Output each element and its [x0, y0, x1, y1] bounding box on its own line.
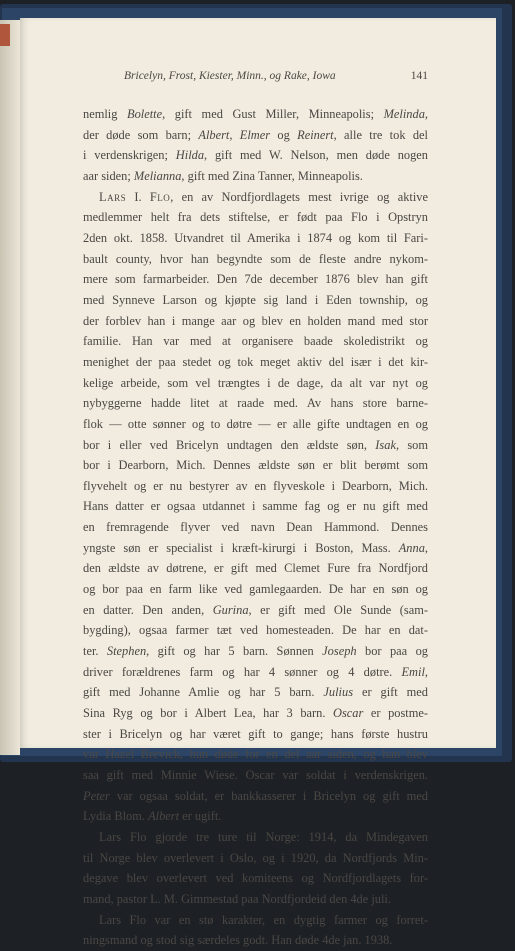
text-run: degave blev overlevert ved komiteens og Nordfjordlagets for- [83, 871, 428, 886]
text-run: , gift og har 5 barn. Sønnen [146, 644, 323, 659]
text-run: , gift med W. Nelson, men døde nogen [204, 148, 428, 163]
italic-name: Joseph [322, 644, 357, 659]
text-line [83, 868, 428, 889]
text-run: menighet der paa stedet og tok meget aktiv del især i det kir- [83, 354, 428, 369]
text-run: var ogsaa soldat, er bankkasserer i Bricelyn og gift med [109, 788, 428, 803]
text-run: gift med Johanne Amlie og har 5 barn. [83, 685, 324, 700]
text-line [83, 641, 428, 662]
text-run: og [270, 127, 298, 142]
italic-name: Isak [375, 437, 396, 452]
text-run: nybyggerne hadde litet at raade med. Av hans store barne- [83, 396, 428, 411]
text-line [83, 848, 428, 869]
italic-name: Bolette [127, 107, 163, 121]
small-caps-name: Lars [99, 189, 127, 204]
text-run: , en av Nordfjordlagets mest ivrige og aktive [170, 189, 429, 204]
text-run: der forblev han i mange aar og blev en holden mand med stor [83, 313, 428, 328]
text-run: Sina Ryg og bor i Albert Lea, har 3 barn. [83, 706, 334, 721]
text-line [83, 724, 428, 745]
italic-name: Stephen [106, 644, 147, 659]
text-run: , gift med Zina Tanner, Minneapolis. [181, 168, 363, 183]
text-run: flok — otte sønner og to døtre — er alle gifte undtagen en og [83, 416, 428, 431]
text-run: Lydia Blom. [83, 809, 149, 824]
text-line [83, 414, 428, 435]
text-run: flyvehelt og er nu bestyrer av en flyveskole i Dearborn, Mich. [83, 478, 428, 493]
text-run: mere som farmarbeider. Den 7de december 1876 blev han gift [83, 272, 428, 287]
text-run: , [229, 127, 240, 142]
text-run: bygding), ogsaa farmer tæt ved homesteaden. De har en dat- [83, 623, 428, 638]
text-run: I. [126, 189, 150, 204]
italic-name: Albert [198, 127, 230, 142]
text-run: familie. Han var med at organisere baade skoledistrikt og [83, 334, 428, 349]
text-line [83, 662, 428, 683]
text-run: med Synneve Larson og kjøpte sig land i Eden township, og [83, 292, 428, 307]
text-line [83, 517, 428, 538]
text-line [83, 744, 428, 765]
italic-name: Anna [398, 540, 425, 555]
italic-name: Albert [148, 809, 180, 824]
text-run: ningsmand og stod sig særdeles godt. Han døde 4de jan. 1938. [83, 933, 393, 948]
body-text [83, 104, 428, 951]
small-caps-name: Flo [149, 189, 171, 204]
text-line [83, 476, 428, 497]
text-run: til Norge blev overlevert i Oslo, og i 1920, da Nordfjords Min- [83, 850, 428, 865]
text-run: mand, pastor L. M. Gimmestad paa Nordfjordeid den 4de juli. [83, 891, 391, 906]
italic-name: Elmer [239, 127, 271, 142]
text-line [83, 806, 428, 827]
text-run: , [424, 107, 428, 121]
text-line [83, 166, 428, 187]
text-line [83, 827, 428, 848]
text-line [83, 455, 428, 476]
text-line [83, 579, 428, 600]
text-run: en datter. Den anden, [83, 602, 213, 617]
running-header [124, 70, 428, 82]
page-edge-mark [0, 24, 10, 46]
italic-name: Peter [83, 788, 110, 803]
text-run: bault county, hvor han begyndte som de fleste andre nykom- [83, 251, 428, 266]
text-line [83, 187, 428, 208]
text-run: Lars Flo gjorde tre ture til Norge: 1914, da Mindegaven [99, 829, 428, 844]
text-run: , er gift med Ole Sunde (sam- [248, 602, 428, 617]
text-run: den ældste av døtrene, er gift med Clemet Fure fra Nordfjord [83, 561, 428, 576]
text-line [83, 311, 428, 332]
text-line [83, 600, 428, 621]
text-line [83, 373, 428, 394]
italic-name: Hilda [175, 148, 205, 163]
text-run: er gift med [353, 685, 428, 700]
text-line [83, 125, 428, 146]
page-number: 141 [410, 70, 428, 82]
text-run: bor paa og [356, 644, 428, 659]
text-line [83, 249, 428, 270]
text-run: , [424, 540, 428, 555]
text-line [83, 786, 428, 807]
text-run: bor i eller ved Bricelyn undtagen den ældste søn, [83, 437, 376, 452]
text-line [83, 558, 428, 579]
text-line [83, 331, 428, 352]
text-run: ster i Bricelyn og har været gift to gange; hans første hustru [83, 726, 428, 741]
text-run: der døde som barn; [83, 127, 199, 142]
text-line [83, 930, 428, 951]
text-line [83, 290, 428, 311]
text-run: Hans datter er ogsaa utdannet i samme fag og er nu gift med [83, 499, 428, 514]
text-line [83, 393, 428, 414]
text-run: aar siden; [83, 168, 134, 183]
text-line [83, 682, 428, 703]
text-line [83, 104, 428, 125]
text-line [83, 765, 428, 786]
text-line [83, 496, 428, 517]
text-run: ter. [83, 644, 107, 659]
text-run: en fremragende flyver ved navn Dean Hammond. Dennes [83, 520, 428, 535]
text-run: er postme- [363, 706, 428, 721]
running-title: Bricelyn, Frost, Kiester, Minn., og Rake, Iowa [124, 70, 336, 82]
text-run: og bor paa en farm like ved gamlegaarden. De har en søn og [83, 582, 428, 597]
text-run: var Hazel Brevick, hun døde for en del aar siden, og han blev [83, 747, 428, 762]
previous-page-edge [0, 20, 20, 755]
text-line [83, 703, 428, 724]
text-run: i verdenskrigen; [83, 148, 176, 163]
italic-name: Reinert [297, 127, 334, 142]
text-run: , gift med Gust Miller, Minneapolis; [162, 107, 384, 121]
text-run: 2den okt. 1858. Utvandret til Amerika i 1874 og kom til Fari- [83, 230, 428, 245]
text-line [83, 889, 428, 910]
italic-name: Oscar [333, 706, 364, 721]
text-line [83, 269, 428, 290]
text-run: Lars Flo var en stø karakter, en dygtig farmer og forret- [99, 912, 428, 927]
text-run: kelige arbeide, som vel trængtes i de dage, da alt var nyt og [83, 375, 428, 390]
text-run: driver forældrenes farm og har 4 sønner og 4 døtre. [83, 664, 402, 679]
text-line [83, 228, 428, 249]
italic-name: Melinda [383, 107, 425, 121]
text-run: yngste søn er specialist i kræft-kirurgi i Boston, Mass. [83, 540, 399, 555]
text-line [83, 207, 428, 228]
text-line [83, 620, 428, 641]
text-run: nemlig [83, 107, 127, 121]
italic-name: Melianna [133, 168, 182, 183]
text-line [83, 145, 428, 166]
italic-name: Julius [323, 685, 354, 700]
text-run: medlemmer helt fra dets stiftelse, er født paa Flo i Opstryn [83, 210, 428, 225]
italic-name: Emil [401, 664, 425, 679]
text-run: bor i Dearborn, Mich. Dennes ældste søn er blit berømt som [83, 458, 428, 473]
text-run: saa gift med Minnie Wiese. Oscar var soldat i verdenskrigen. [83, 768, 428, 782]
text-line [83, 435, 428, 456]
text-run: , [424, 664, 428, 679]
text-run: , alle tre tok del [333, 127, 428, 142]
text-line [83, 910, 428, 931]
text-line [83, 538, 428, 559]
italic-name: Gurina [212, 602, 249, 617]
text-run: , som [395, 437, 428, 452]
text-run: er ugift. [179, 809, 222, 824]
text-line [83, 352, 428, 373]
